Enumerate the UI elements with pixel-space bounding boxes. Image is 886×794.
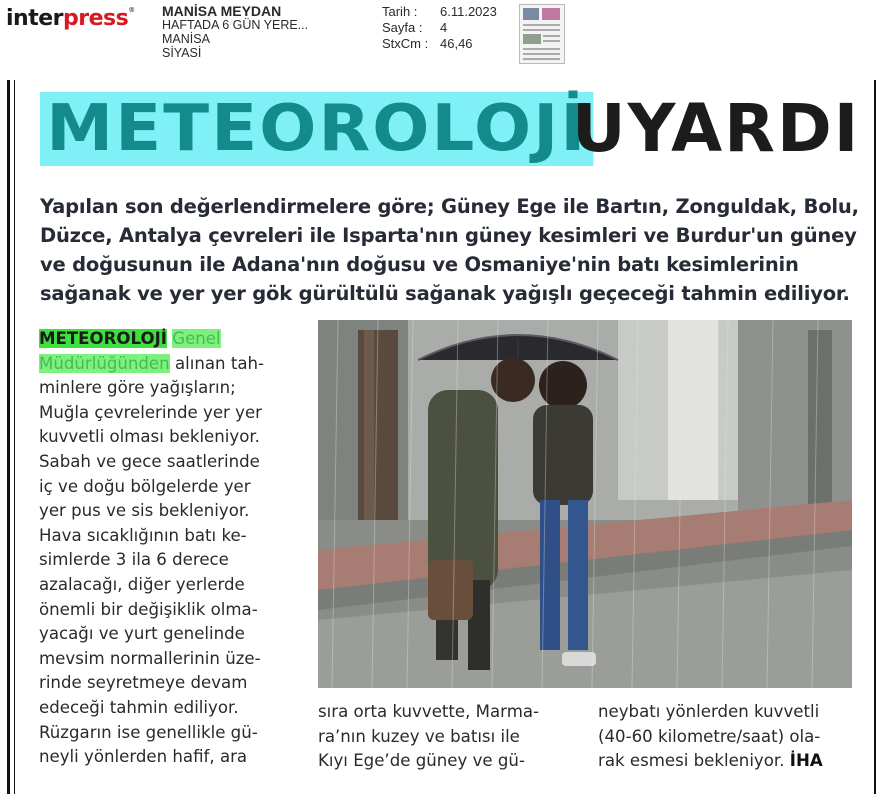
frame-border-left [7,80,10,794]
publication-category: SİYASİ [162,46,202,60]
body-line: edeceği tahmin ediliyor. [39,697,239,717]
body-line: iç ve doğu bölgelerde yer [39,476,251,496]
body-line [39,352,299,377]
body-text: rak esmesi bekleniyor. [598,751,790,771]
article-photo [318,320,852,688]
headline [40,92,860,166]
body-line: rinde seyretmeye devam [39,673,248,693]
body-line: (40-60 kilometre/saat) ola- [598,726,821,746]
date-label: Tarih : [382,4,418,19]
body-line: simlerde 3 ila 6 derece [39,550,229,570]
page-value: 4 [440,20,448,35]
publication-frequency: HAFTADA 6 GÜN YERE... [162,18,309,32]
frame-border-right [874,80,876,794]
body-line: sıra orta kuvvette, Marma- [318,702,540,721]
highlighted-keyword: METEOROLOJİ [39,329,167,348]
lead-line: sağanak ve yer yer gök gürültülü sağanak yağışlı geçeceği tahmin ediliyor. [40,282,850,305]
body-line: neybatı yönlerden kuvvetli [598,702,820,721]
body-line: mevsim normallerinin üze- [39,648,261,668]
body-line: yacağı ve yurt genelinde [39,624,245,644]
frame-border-left-inner [14,80,15,794]
body-line [39,327,299,352]
news-agency-source: İHA [789,751,823,771]
body-line: Sabah ve gece saatlerinde [39,451,260,471]
highlighted-text: Genel [172,329,221,348]
logo-text-inter: inter [6,6,63,31]
body-line: yer pus ve sis bekleniyor. [39,501,250,521]
body-line: azalacağı, diğer yerlerde [39,574,245,594]
body-column-2 [318,700,574,774]
lead-line: ve doğusunun ile Adana'nın doğusu ve Osmaniye'nin batı kesimlerinin [40,253,799,276]
logo-text-press: press [63,6,129,31]
stxcm-label: StxCm : [382,36,429,51]
page-thumbnail[interactable] [519,4,565,64]
lead-line: Yapılan son değerlendirmelere göre; Güney Ege ile Bartın, Zonguldak, Bolu, [40,195,859,218]
body-line: Muğla çevrelerinde yer yer [39,402,263,422]
page-label: Sayfa : [382,20,423,35]
lead-paragraph [40,192,860,308]
body-column-1 [39,327,299,770]
interpress-logo [6,6,135,31]
body-column-3 [598,700,858,774]
body-line: minlere göre yağışların; [39,378,236,398]
headline-highlighted-word: METEOROLOJİ [40,92,594,166]
stxcm-value: 46,46 [440,36,473,51]
logo-registered-mark: ® [128,6,135,14]
publication-name: MANİSA MEYDAN [162,3,282,19]
clipping-meta [382,4,497,52]
body-line: ra’nın kuzey ve batısı ile [318,726,520,746]
body-line: Kıyı Ege’de güney ve gü- [318,751,525,771]
body-line: neyli yönlerden hafif, ara [39,747,248,767]
publication-city: MANİSA [162,32,210,46]
body-line [598,749,858,774]
body-line: Hava sıcaklığının batı ke- [39,525,247,545]
body-line: kuvvetli olması bekleniyor. [39,427,260,447]
rain-umbrella-photo [318,320,852,688]
headline-word: UYARDI [572,90,861,167]
body-line: önemli bir değişiklik olma- [39,599,258,619]
body-text: alınan tah- [169,353,264,373]
publication-info [162,4,308,60]
lead-line: Düzce, Antalya çevreleri ile Isparta'nın güney kesimleri ve Burdur'un güney [40,224,857,247]
highlighted-text: Müdürlüğünden [39,353,170,373]
body-line: Rüzgarın ise genellikle gü- [39,722,258,742]
date-value: 6.11.2023 [440,4,497,19]
